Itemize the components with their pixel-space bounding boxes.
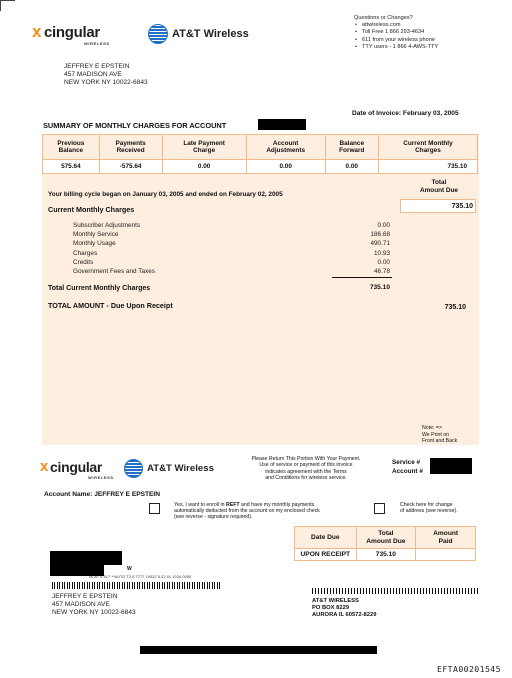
charge-line-values <box>338 221 390 276</box>
account-name: Account Name: JEFFREY E EPSTEIN <box>44 491 161 498</box>
address-change-checkbox[interactable] <box>374 503 385 514</box>
reft-rest: and have my monthly payments automatically deducted from the account on my enclosed check (see reverse - signature required). <box>174 502 320 521</box>
postal-barcode <box>52 582 220 589</box>
billing-cycle: Your billing cycle began on January 03, 2005 and ended on February 02, 2005 <box>48 191 283 198</box>
customer-city: NEW YORK NY 10022-6843 <box>64 79 148 86</box>
document-id: EFTA00201545 <box>437 664 501 674</box>
header-amount-paid: Amount Paid <box>416 527 476 549</box>
reft-prefix: Yes, I want to enroll in <box>174 502 227 508</box>
cingular-wordmark: cingular <box>44 24 100 41</box>
charge-label: Monthly Service <box>73 231 119 239</box>
value-current-charges: 735.10 <box>378 160 477 174</box>
reft-keyword: REFT <box>226 502 240 508</box>
redacted-service-account <box>430 458 472 474</box>
value-late-payment: 0.00 <box>162 160 246 174</box>
stub-customer-name: JEFFREY E EPSTEIN <box>52 593 118 600</box>
return-instructions: Please Return This Portion With Your Payment. Use of service or payment of this invoice indicates agreement with the Terms and Conditions for wireless service. <box>251 456 361 482</box>
customer-address <box>64 63 148 87</box>
header-late-payment: Late Payment Charge <box>162 135 246 160</box>
current-charges-heading: Current Monthly Charges <box>48 205 135 214</box>
remit-barcode <box>312 588 480 594</box>
reft-enroll-checkbox[interactable] <box>149 503 160 514</box>
total-amount-due-value: 735.10 <box>400 199 476 213</box>
charge-line-labels <box>73 221 155 276</box>
remit-name: AT&T WIRELESS <box>312 598 359 604</box>
cingular-subtitle: WIRELESS <box>88 475 114 480</box>
redacted-account-block <box>50 551 122 565</box>
charge-value: 490.71 <box>370 240 390 248</box>
remit-address <box>312 598 376 619</box>
charge-value: 10.93 <box>374 249 390 257</box>
payment-table <box>294 526 476 561</box>
registration-mark <box>0 0 15 11</box>
customer-street: 457 MADISON AVE <box>64 71 122 78</box>
contact-info <box>354 15 494 51</box>
charge-label: Government Fees and Taxes <box>73 268 155 276</box>
charge-value: 0.00 <box>377 222 390 229</box>
header-balance-forward: Balance Forward <box>325 135 378 160</box>
att-wordmark: AT&T Wireless <box>172 28 249 40</box>
grand-total-value: 735.10 <box>444 304 466 311</box>
w-mark: W <box>127 566 132 572</box>
value-date-due: UPON RECEIPT <box>295 549 357 561</box>
stub-customer-address <box>52 593 136 617</box>
stub-att-wordmark: AT&T Wireless <box>147 463 214 474</box>
value-payments-received: -575.64 <box>99 160 162 174</box>
value-account-adjustments: 0.00 <box>246 160 325 174</box>
att-globe-icon <box>148 24 168 44</box>
value-total-amount-due: 735.10 <box>356 549 416 561</box>
remit-box: PO BOX 8229 <box>312 605 350 611</box>
cingular-x-icon: x <box>32 22 42 41</box>
charge-value: 46.78 <box>374 268 390 276</box>
micro-print-line: 00 AT 0.517 **AUTO T2 0 7777 10022 5.22.01 1034.0000 <box>89 575 192 579</box>
charge-value: 0.00 <box>377 258 390 266</box>
subtotal-rule <box>332 277 392 278</box>
invoice-date: Date of Invoice: February 03, 2005 <box>352 110 459 117</box>
summary-title: SUMMARY OF MONTHLY CHARGES FOR ACCOUNT <box>43 121 227 130</box>
charge-label: Monthly Usage <box>73 240 116 248</box>
contact-item: • TTY users - 1 866 4-AWS-TTY <box>362 44 494 51</box>
reft-enroll-text <box>174 502 374 521</box>
remit-city: AURORA IL 60572-8229 <box>312 612 377 618</box>
redacted-scanline <box>140 646 377 654</box>
cingular-wordmark: cingular <box>50 459 103 475</box>
header-date-due: Date Due <box>295 527 357 549</box>
header-previous-balance: Previous Balance <box>43 135 100 160</box>
charge-label: Subscriber Adjustments <box>73 222 141 229</box>
cingular-x-icon: x <box>40 458 49 475</box>
contact-heading: Questions or Changes? <box>354 15 413 21</box>
cingular-logo <box>32 23 132 47</box>
print-note: Note: => We Print on Front and Back <box>422 425 458 445</box>
stub-customer-city: NEW YORK NY 10022-6843 <box>52 609 136 616</box>
summary-table <box>42 134 478 174</box>
contact-item: • Toll Free 1 866 293-4634 <box>362 29 494 36</box>
total-current-charges-label: Total Current Monthly Charges <box>48 285 151 292</box>
customer-name: JEFFREY E EPSTEIN <box>64 63 130 70</box>
header-payments-received: Payments Received <box>99 135 162 160</box>
att-globe-icon <box>124 459 143 478</box>
redacted-account-number <box>258 119 306 130</box>
contact-item: • attwireless.com <box>362 22 494 29</box>
charge-value: 186.68 <box>370 231 390 239</box>
charge-label: Charges <box>73 249 98 257</box>
total-amount-due-label: Total Amount Due <box>420 179 458 194</box>
charge-label: Credits <box>73 258 94 266</box>
total-current-charges-value: 735.10 <box>369 284 390 291</box>
grand-total-label: TOTAL AMOUNT - Due Upon Receipt <box>48 301 173 310</box>
amount-paid-input[interactable] <box>416 549 476 561</box>
header-account-adjustments: Account Adjustments <box>246 135 325 160</box>
value-previous-balance: 575.64 <box>43 160 100 174</box>
header-total-amount-due: Total Amount Due <box>356 527 416 549</box>
header-current-charges: Current Monthly Charges <box>378 135 477 160</box>
contact-item: • 611 from your wireless phone <box>362 37 494 44</box>
service-number-label: Service # <box>392 459 421 466</box>
value-balance-forward: 0.00 <box>325 160 378 174</box>
cingular-subtitle: WIRELESS <box>84 41 110 46</box>
account-number-label: Account # <box>392 468 423 475</box>
address-change-text: Check here for change of address (see reverse). <box>400 502 458 515</box>
stub-customer-street: 457 MADISON AVE <box>52 601 110 608</box>
